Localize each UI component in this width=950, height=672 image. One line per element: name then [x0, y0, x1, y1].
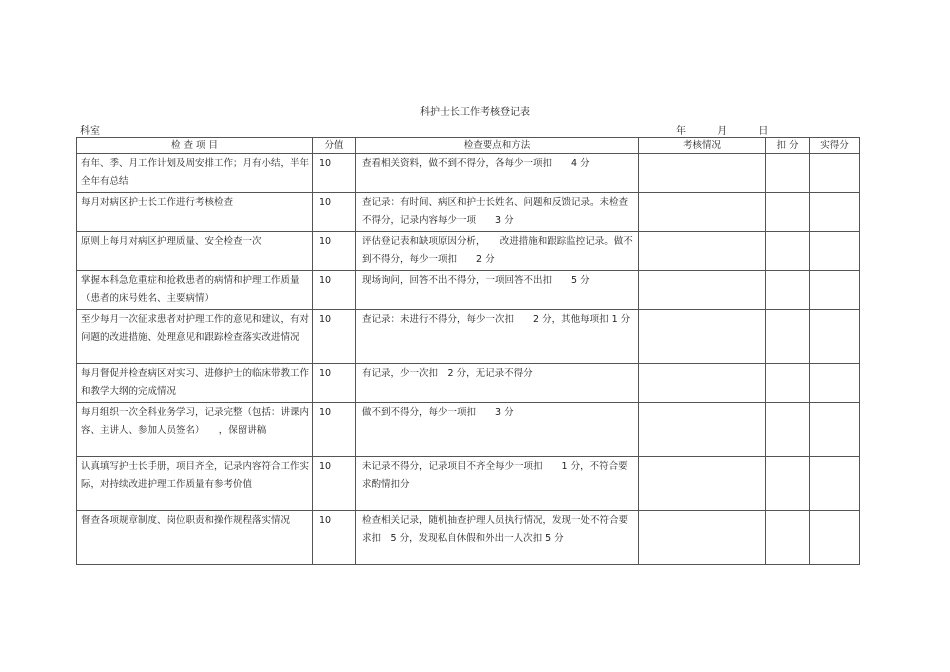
item-cell: 原则上每月对病区护理质量、安全检查一次	[77, 232, 313, 271]
header-status: 考核情况	[639, 138, 766, 154]
deduct-cell[interactable]	[766, 457, 810, 511]
header-score: 分值	[313, 138, 356, 154]
header-row	[77, 138, 860, 154]
deduct-cell[interactable]	[766, 364, 810, 403]
dept-label: 科室	[80, 126, 100, 137]
actual-cell[interactable]	[810, 310, 860, 364]
item-cell: 有年、季、月工作计划及周安排工作；月有小结，半年全年有总结	[77, 154, 313, 193]
actual-cell[interactable]	[810, 232, 860, 271]
actual-cell[interactable]	[810, 364, 860, 403]
header-item: 检 查 项 目	[77, 138, 313, 154]
table-row	[77, 511, 860, 565]
item-cell: 每月对病区护士长工作进行考核检查	[77, 193, 313, 232]
actual-cell[interactable]	[810, 511, 860, 565]
item-cell: 每月督促并检查病区对实习、进修护士的临床带教工作和教学大纲的完成情况	[77, 364, 313, 403]
page-title: 科护士长工作考核登记表	[420, 107, 530, 118]
method-cell: 评估登记表和缺项原因分析， 改进措施和跟踪监控记录。做不到不得分，每少一项扣 2 分	[356, 232, 639, 271]
table-row	[77, 193, 860, 232]
actual-cell[interactable]	[810, 403, 860, 457]
score-cell: 10	[313, 193, 356, 232]
table-row	[77, 364, 860, 403]
score-cell: 10	[313, 403, 356, 457]
score-cell: 10	[313, 232, 356, 271]
score-cell: 10	[313, 364, 356, 403]
score-cell: 10	[313, 511, 356, 565]
deduct-cell[interactable]	[766, 232, 810, 271]
item-cell: 认真填写护士长手册，项目齐全，记录内容符合工作实际，对持续改进护理工作质量有参考价值	[77, 457, 313, 511]
year-label: 年	[676, 126, 686, 137]
method-cell: 现场询问，回答不出不得分，一项回答不出扣 5 分	[356, 271, 639, 310]
status-cell[interactable]	[639, 271, 766, 310]
table-row	[77, 310, 860, 364]
header-deduct: 扣 分	[766, 138, 810, 154]
status-cell[interactable]	[639, 511, 766, 565]
day-label: 日	[758, 126, 769, 137]
score-cell: 10	[313, 154, 356, 193]
actual-cell[interactable]	[810, 154, 860, 193]
table-row	[77, 403, 860, 457]
actual-cell[interactable]	[810, 193, 860, 232]
deduct-cell[interactable]	[766, 154, 810, 193]
table-row	[77, 232, 860, 271]
table-row	[77, 271, 860, 310]
status-cell[interactable]	[639, 154, 766, 193]
item-cell: 掌握本科急危重症和抢救患者的病情和护理工作质量（患者的床号姓名、主要病情）	[77, 271, 313, 310]
item-cell: 督查各项规章制度、岗位职责和操作规程落实情况	[77, 511, 313, 565]
score-cell: 10	[313, 271, 356, 310]
deduct-cell[interactable]	[766, 403, 810, 457]
table-row	[77, 154, 860, 193]
status-cell[interactable]	[639, 232, 766, 271]
actual-cell[interactable]	[810, 457, 860, 511]
method-cell: 查记录：未进行不得分，每少一次扣 2 分，其他每项扣 1 分	[356, 310, 639, 364]
actual-cell[interactable]	[810, 271, 860, 310]
score-cell: 10	[313, 310, 356, 364]
item-cell: 至少每月一次征求患者对护理工作的意见和建议，有对问题的改进措施、处理意见和跟踪检查落实改进情况	[77, 310, 313, 364]
header-actual: 实得分	[810, 138, 860, 154]
assessment-table	[76, 137, 860, 565]
table-row	[77, 457, 860, 511]
status-cell[interactable]	[639, 457, 766, 511]
month-label: 月	[717, 126, 728, 137]
method-cell: 有记录，少一次扣 2 分，无记录不得分	[356, 364, 639, 403]
date-line	[676, 122, 768, 137]
method-cell: 查看相关资料，做不到不得分，各每少一项扣 4 分	[356, 154, 639, 193]
score-cell: 10	[313, 457, 356, 511]
deduct-cell[interactable]	[766, 271, 810, 310]
method-cell: 查记录：有时间、病区和护士长姓名、问题和反馈记录。未检查不得分，记录内容每少一项 3 分	[356, 193, 639, 232]
method-cell: 检查相关记录，随机抽查护理人员执行情况，发现一处不符合要求扣 5 分，发现私自休假和外出一人次扣 5 分	[356, 511, 639, 565]
status-cell[interactable]	[639, 193, 766, 232]
deduct-cell[interactable]	[766, 310, 810, 364]
method-cell: 做不到不得分，每少一项扣 3 分	[356, 403, 639, 457]
item-cell: 每月组织一次全科业务学习，记录完整（包括：讲课内容、主讲人、参加人员签名） ，保留讲稿	[77, 403, 313, 457]
status-cell[interactable]	[639, 403, 766, 457]
status-cell[interactable]	[639, 310, 766, 364]
deduct-cell[interactable]	[766, 193, 810, 232]
status-cell[interactable]	[639, 364, 766, 403]
method-cell: 未记录不得分，记录项目不齐全每少一项扣 1 分，不符合要求酌情扣分	[356, 457, 639, 511]
header-method: 检查要点和方法	[356, 138, 639, 154]
deduct-cell[interactable]	[766, 511, 810, 565]
